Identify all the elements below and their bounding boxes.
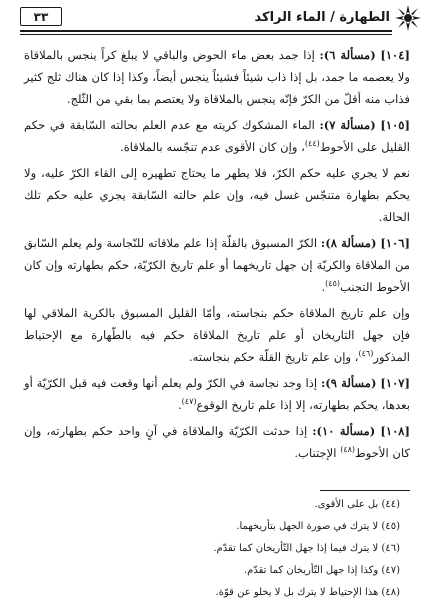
paragraph-text: إذا وجد نجاسة في الكرّ ولم يعلم أنها وقعت فيه قبل الكرّيّة أو بعدها، يحكم بطهارته، إلا إذا علم تاريخ الوقوع	[24, 376, 410, 412]
paragraph-text-cont: ، وإن كان الأقوى عدم تنجّسه بالملاقاة.	[120, 140, 305, 154]
footnote-ref: (٤٧)	[181, 397, 197, 407]
issue-number: [١٠٤]	[380, 48, 410, 62]
footnote: (٤٧) وكذا إذا جهل التّأريخان كما تقدّم.	[243, 565, 400, 576]
issue-number: [١٠٥]	[380, 118, 411, 132]
footnotes	[24, 494, 400, 604]
footnote-ref: (٤٦)	[358, 349, 374, 359]
footnote: (٤٥) لا يترك في صورة الجهل بتأريخهما.	[236, 521, 400, 532]
body-text	[24, 44, 410, 468]
footnote-separator	[320, 490, 410, 491]
paragraph	[24, 44, 410, 110]
paragraph-text-cont: .	[177, 398, 182, 412]
ornament-icon	[394, 4, 422, 32]
paragraph	[24, 372, 410, 416]
footnote-ref: (٤٨)	[340, 445, 356, 455]
header-rule	[20, 30, 392, 32]
footnote: (٤٦) لا يترك فيما إذا جهل التّأريخان كما تقدّم.	[213, 543, 400, 554]
paragraph-text: الماء المشكوك كريته مع عدم العلم بحالته السّابقة في حكم القليل على الأحوط	[24, 118, 410, 154]
page-number: ٣٣	[20, 7, 62, 26]
paragraph-text: إذا حدثت الكرّيّة والملاقاة في آنٍ واحد حكم بطهارته، وإن كان الأحوط	[24, 424, 410, 460]
issue-label: (مسألة ٩):	[320, 376, 377, 390]
issue-label: (مسألة ٦):	[319, 48, 376, 62]
paragraph-text-cont: ، وإن علم تاريخ القلّة حكم بنجاسته.	[188, 350, 359, 364]
footnote-ref: (٤٥)	[325, 279, 340, 289]
footnote: (٤٤) بل على الأقوى.	[314, 499, 400, 510]
paragraph	[24, 420, 410, 464]
paragraph-text: وإن علم تاريخ الملاقاة حكم بنجاسته، وأمّا القليل المسبوق بالكرية الملاقي لها فإن جهل التاريخان أو علم تاريخ الملاقاة حكم فيه بالطّهارة مع الإحتياط المذكور	[24, 306, 410, 364]
issue-number: [١٠٨]	[380, 424, 411, 438]
paragraph	[24, 232, 410, 298]
issue-label: (مسألة ٨):	[320, 236, 377, 250]
paragraph	[24, 302, 410, 368]
page-header	[20, 4, 422, 40]
issue-label: (مسألة ١٠):	[312, 424, 376, 438]
issue-number: [١٠٧]	[380, 376, 411, 390]
issue-label: (مسألة ٧):	[319, 118, 376, 132]
footnote: (٤٨) هذا الإحتياط لا يترك بل لا يخلو عن قوّة.	[215, 587, 400, 598]
paragraph	[24, 114, 410, 158]
issue-number: [١٠٦]	[380, 236, 410, 250]
paragraph	[24, 162, 410, 228]
footnote-ref: (٤٤)	[304, 139, 320, 149]
paragraph-text-cont: الإجتناب.	[294, 446, 341, 460]
paragraph-text: الكرّ المسبوق بالقلّة إذا علم ملاقاته للنّجاسة ولم يعلم السّابق من الملاقاة والكريّة إن جهل تاريخهما أو علم تاريخ الكرّيّة، حكم بطهارته وإن كان الأحوط التجنب	[24, 236, 410, 294]
page-title: الطهارة / الماء الراكد	[254, 10, 390, 25]
paragraph-text: نعم لا يجري عليه حكم الكرّ، فلا يطهر ما يحتاج تطهيره إلى القاء الكرّ عليه، ولا يحكم بطهارة متنجّس غسل فيه، وإن علم حالته السّابقة يجري عليه حكم تلك الحالة.	[24, 166, 410, 224]
paragraph-text-cont: .	[321, 280, 326, 294]
paragraph-text: إذا جمد بعض ماء الحوض والباقي لا يبلغ كراً ينجس بالملاقاة ولا يعصمه ما جمد، بل إذا ذاب شيئاً فشيئاً ينجس أيضاً، وكذا إذا كان هناك ثلج كثير فذاب منه أقلّ من الكرّ فإنّه ينجس بالملاقاة ولا يعتصم بما بقي من الثّلج.	[24, 48, 410, 106]
header-rule-thin	[20, 34, 392, 35]
